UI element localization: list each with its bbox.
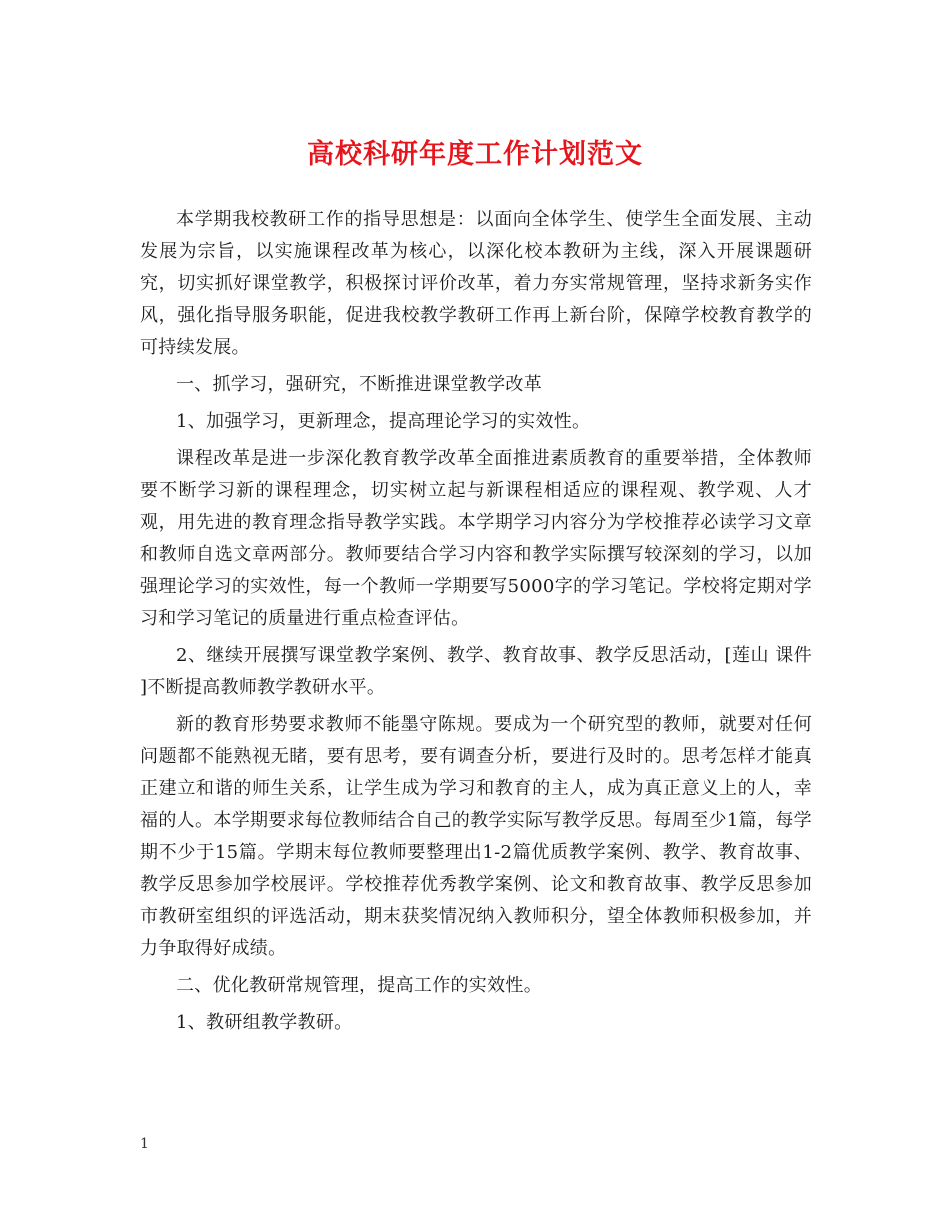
page-number: 1: [140, 1136, 149, 1152]
paragraph-curriculum-reform: 课程改革是进一步深化教育教学改革全面推进素质教育的重要举措，全体教师要不断学习新的课程理念，切实树立起与新课程相适应的课程观、教学观、人才观，用先进的教育理念指导教学实践。本学期学习内容分为学校推荐必读学习文章和教师自选文章两部分。教师要结合学习内容和教学实际撰写较深刻的学习，以加强理论学习的实效性，每一个教师一学期要写5000字的学习笔记。学校将定期对学习和学习笔记的质量进行重点检查评估。: [140, 448, 812, 629]
subsection-heading-2-1: 1、教研组教学教研。: [176, 1012, 353, 1033]
paragraph-guiding-thought: 本学期我校教研工作的指导思想是：以面向全体学生、使学生全面发展、主动发展为宗旨，以实施课程改革为核心，以深化校本教研为主线，深入开展课题研究，切实抓好课堂教学，积极探讨评价改革，着力夯实常规管理，坚持求新务实作风，强化指导服务职能，促进我校教学教研工作再上新台阶，保障学校教育教学的可持续发展。: [140, 209, 812, 358]
document-title: 高校科研年度工作计划范文: [307, 139, 643, 170]
paragraph-teaching-reflection: 新的教育形势要求教师不能墨守陈规。要成为一个研究型的教师，就要对任何问题都不能熟视无睹，要有思考，要有调查分析，要进行及时的。思考怎样才能真正建立和谐的师生关系，让学生成为学习和教育的主人，成为真正意义上的人，幸福的人。本学期要求每位教师结合自己的教学实际写教学反思。每周至少1篇，每学期不少于15篇。学期末每位教师要整理出1-2篇优质教学案例、教学、教育故事、教学反思参加学校展评。学校推荐优秀教学案例、论文和教育故事、教学反思参加市教研室组织的评选活动，期末获奖情况纳入教师积分，望全体教师积极参加，并力争取得好成绩。: [140, 714, 812, 959]
subsection-heading-1-1: 1、加强学习，更新理念，提高理论学习的实效性。: [176, 411, 591, 432]
document-body: [140, 204, 812, 1044]
section-heading-1: 一、抓学习，强研究，不断推进课堂教学改革: [176, 374, 542, 395]
subsection-heading-1-2: 2、继续开展撰写课堂教学案例、教学、教育故事、教学反思活动，[莲山 课件 ]不断提高教师教学教研水平。: [140, 645, 812, 698]
section-heading-2: 二、优化教研常规管理，提高工作的实效性。: [176, 975, 542, 996]
